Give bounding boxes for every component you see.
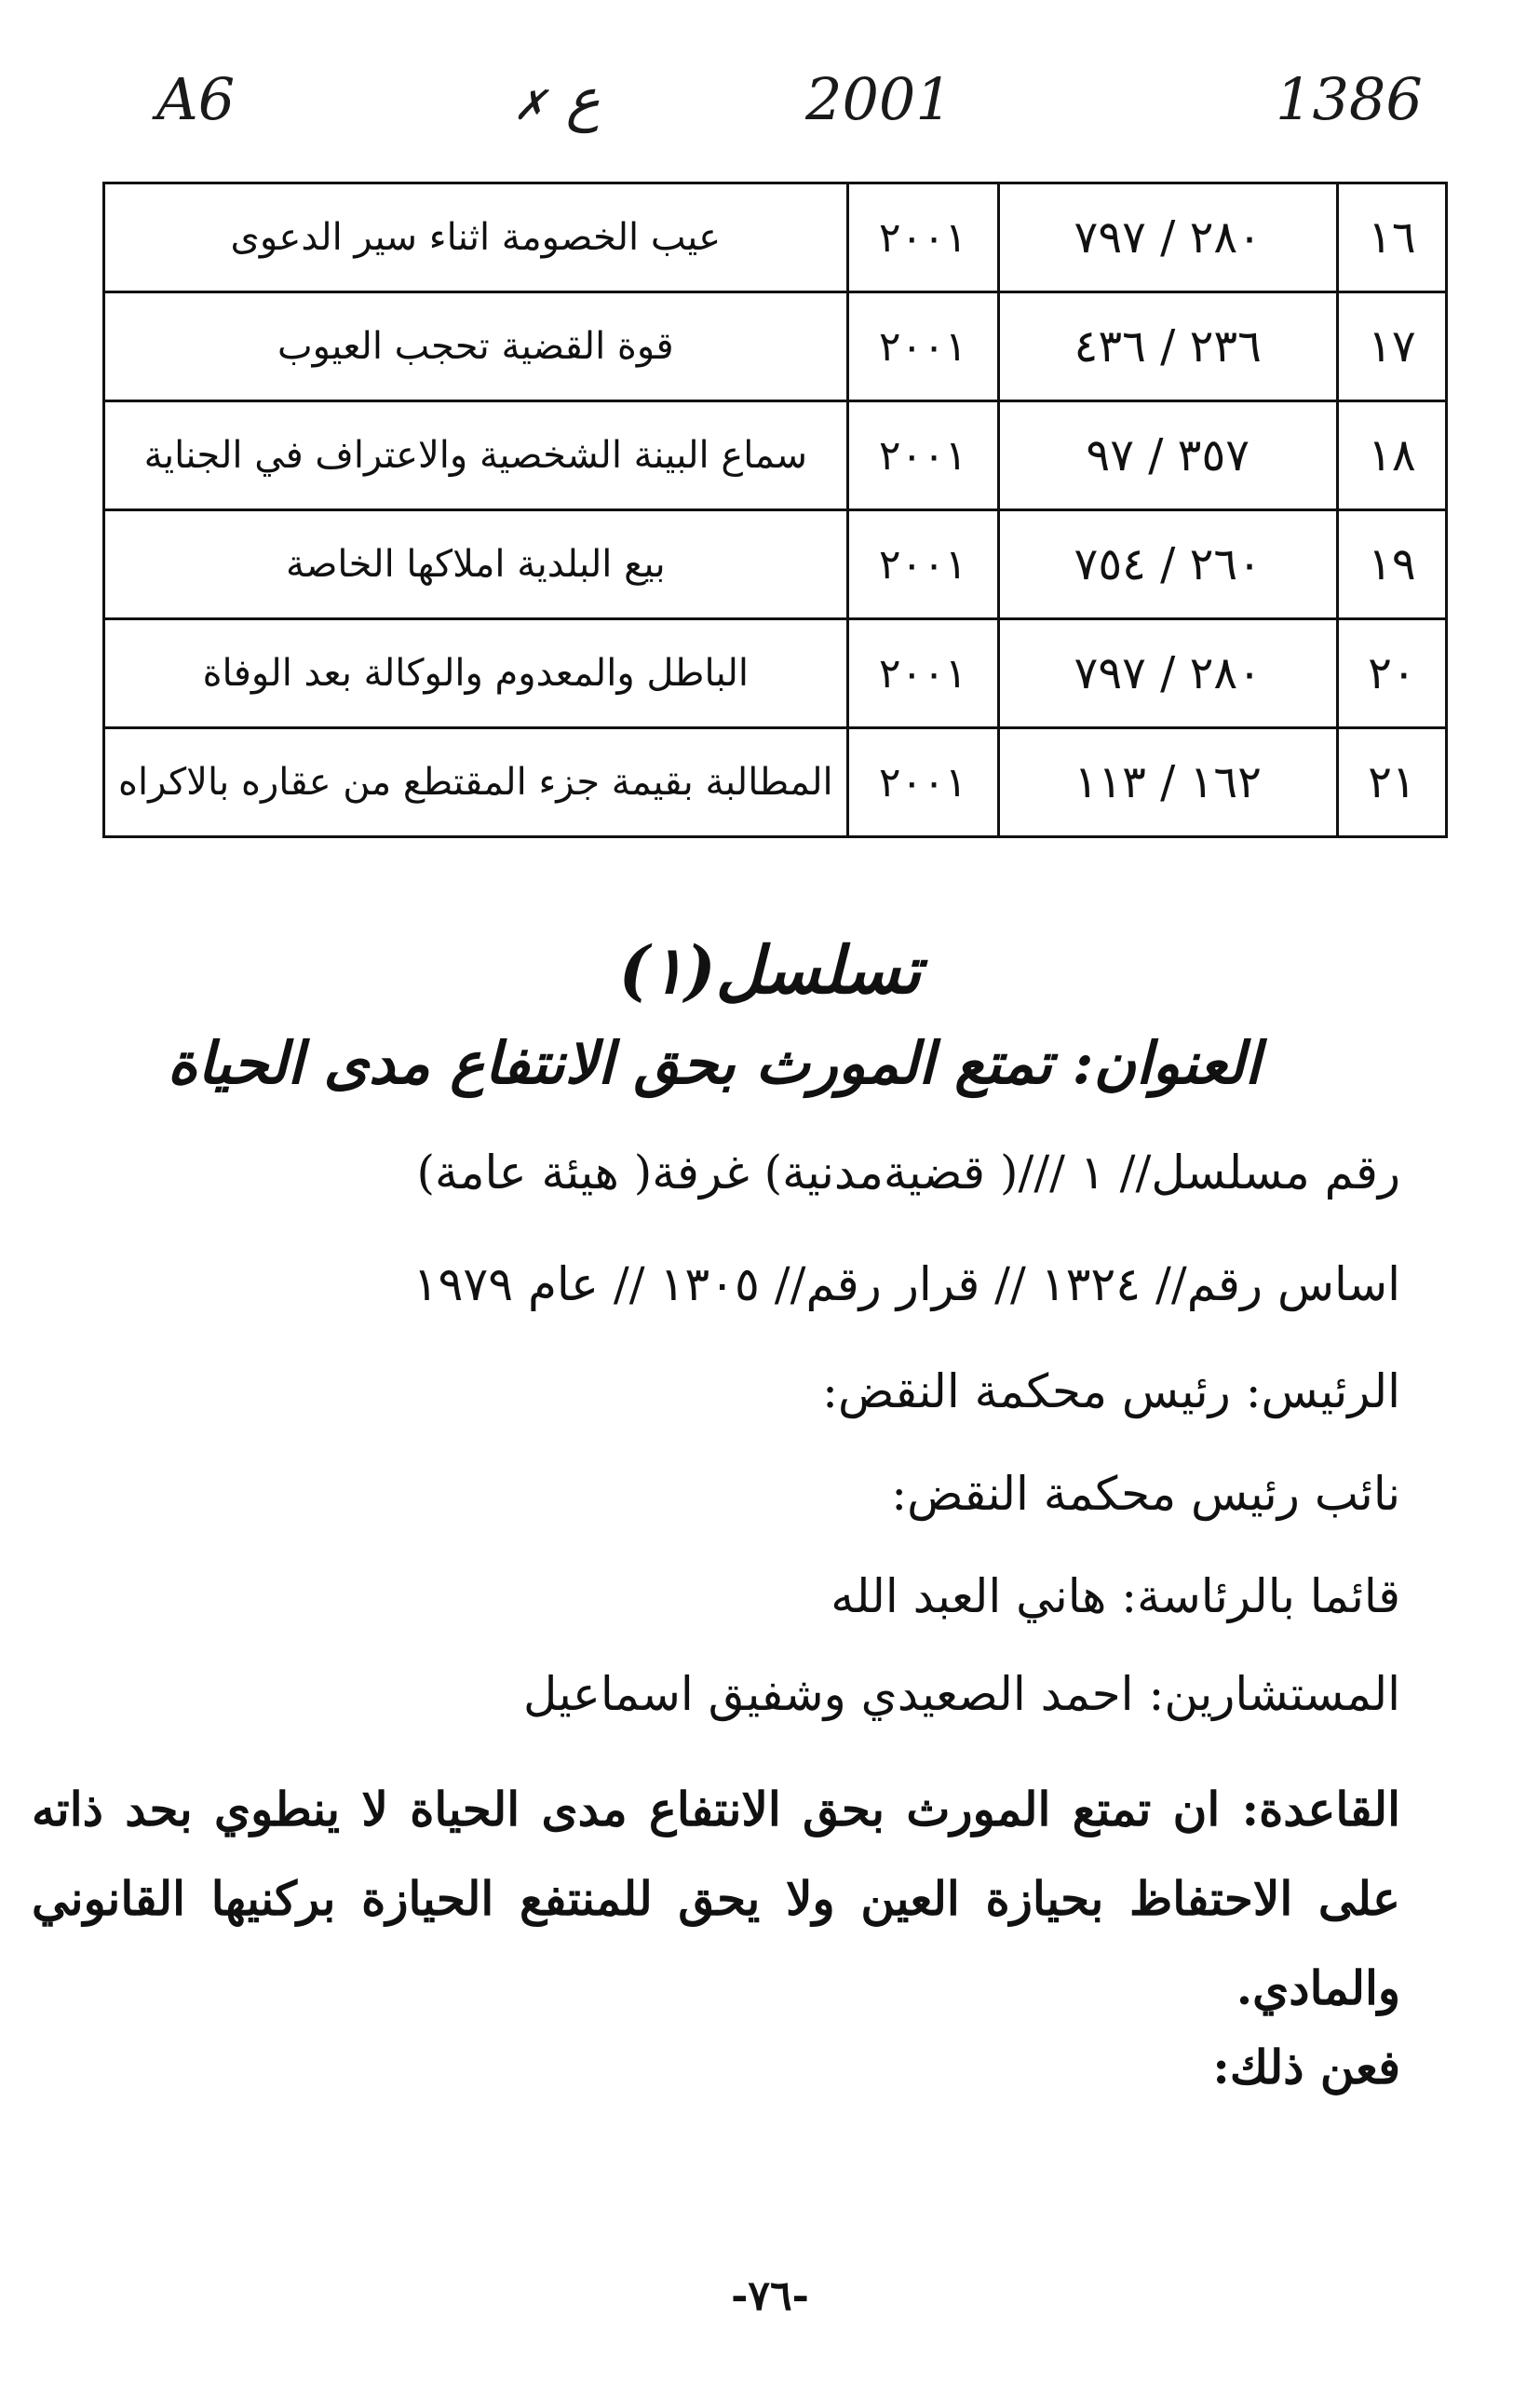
president-line: الرئيس: رئيس محكمة النقض: [822, 1364, 1400, 1418]
table-row [104, 510, 1447, 619]
row-reference: ٢٨٠ / ٧٩٧ [998, 183, 1337, 292]
row-reference: ٢٨٠ / ٧٩٧ [998, 619, 1337, 728]
row-year: ٢٠٠١ [847, 183, 998, 292]
table-row [104, 728, 1447, 837]
row-subject: عيب الخصومة اثناء سير الدعوى [104, 183, 848, 292]
index-table [102, 182, 1448, 838]
counselors-line: المستشارين: احمد الصعيدي وشفيق اسماعيل [523, 1667, 1400, 1721]
row-subject: قوة القضية تحجب العيوب [104, 292, 848, 401]
handwritten-letter-text: ع [565, 65, 601, 133]
table-row [104, 401, 1447, 510]
row-subject: بيع البلدية املاكها الخاصة [104, 510, 848, 619]
row-reference: ١٦٢ / ١١٣ [998, 728, 1337, 837]
handwritten-number: 1386 [1276, 65, 1423, 133]
acting-president-line: قائما بالرئاسة: هاني العبد الله [831, 1569, 1400, 1623]
handwritten-mark-icon: ✗ [513, 82, 547, 129]
serial-heading: تسلسل(١) [618, 931, 922, 1009]
row-year: ٢٠٠١ [847, 619, 998, 728]
vice-president-line: نائب رئيس محكمة النقض: [891, 1467, 1400, 1521]
row-number: ١٨ [1337, 401, 1446, 510]
row-year: ٢٠٠١ [847, 401, 998, 510]
serial-line: رقم مسلسل// ١ ///( قضيةمدنية) غرفة( هيئة عامة) [416, 1146, 1400, 1200]
legal-rule-paragraph: القاعدة: ان تمتع المورث بحق الانتفاع مدى الحياة لا ينطوي بحد ذاته على الاحتفاظ بحيازة العين ولا يحق للمنتفع الحيازة بركنيها القانوني والمادي. [32, 1782, 1400, 2015]
row-number: ١٦ [1337, 183, 1446, 292]
table-row [104, 183, 1447, 292]
row-year: ٢٠٠١ [847, 510, 998, 619]
row-subject: سماع البينة الشخصية والاعتراف في الجناية [104, 401, 848, 510]
row-number: ١٧ [1337, 292, 1446, 401]
page-number: -٧٦- [731, 2272, 809, 2320]
handwritten-year: 2001 [805, 65, 952, 133]
table-row [104, 292, 1447, 401]
row-year: ٢٠٠١ [847, 728, 998, 837]
ruling-title: العنوان: تمتع المورث بحق الانتفاع مدى الحياة [167, 1029, 1261, 1097]
handwritten-code: A6 [156, 65, 236, 133]
row-subject: الباطل والمعدوم والوكالة بعد الوفاة [104, 619, 848, 728]
row-subject: المطالبة بقيمة جزء المقتطع من عقاره بالاكراه [104, 728, 848, 837]
table-row [104, 619, 1447, 728]
row-number: ١٩ [1337, 510, 1446, 619]
row-reference: ٣٥٧ / ٩٧ [998, 401, 1337, 510]
closing-line: فعن ذلك: [1212, 2040, 1400, 2095]
basis-line: اساس رقم// ١٣٢٤ // قرار رقم// ١٣٠٥ // عام ١٩٧٩ [412, 1257, 1400, 1311]
row-number: ٢٠ [1337, 619, 1446, 728]
handwritten-letter [507, 65, 601, 133]
row-number: ٢١ [1337, 728, 1446, 837]
row-reference: ٢٣٦ / ٤٣٦ [998, 292, 1337, 401]
row-year: ٢٠٠١ [847, 292, 998, 401]
row-reference: ٢٦٠ / ٧٥٤ [998, 510, 1337, 619]
